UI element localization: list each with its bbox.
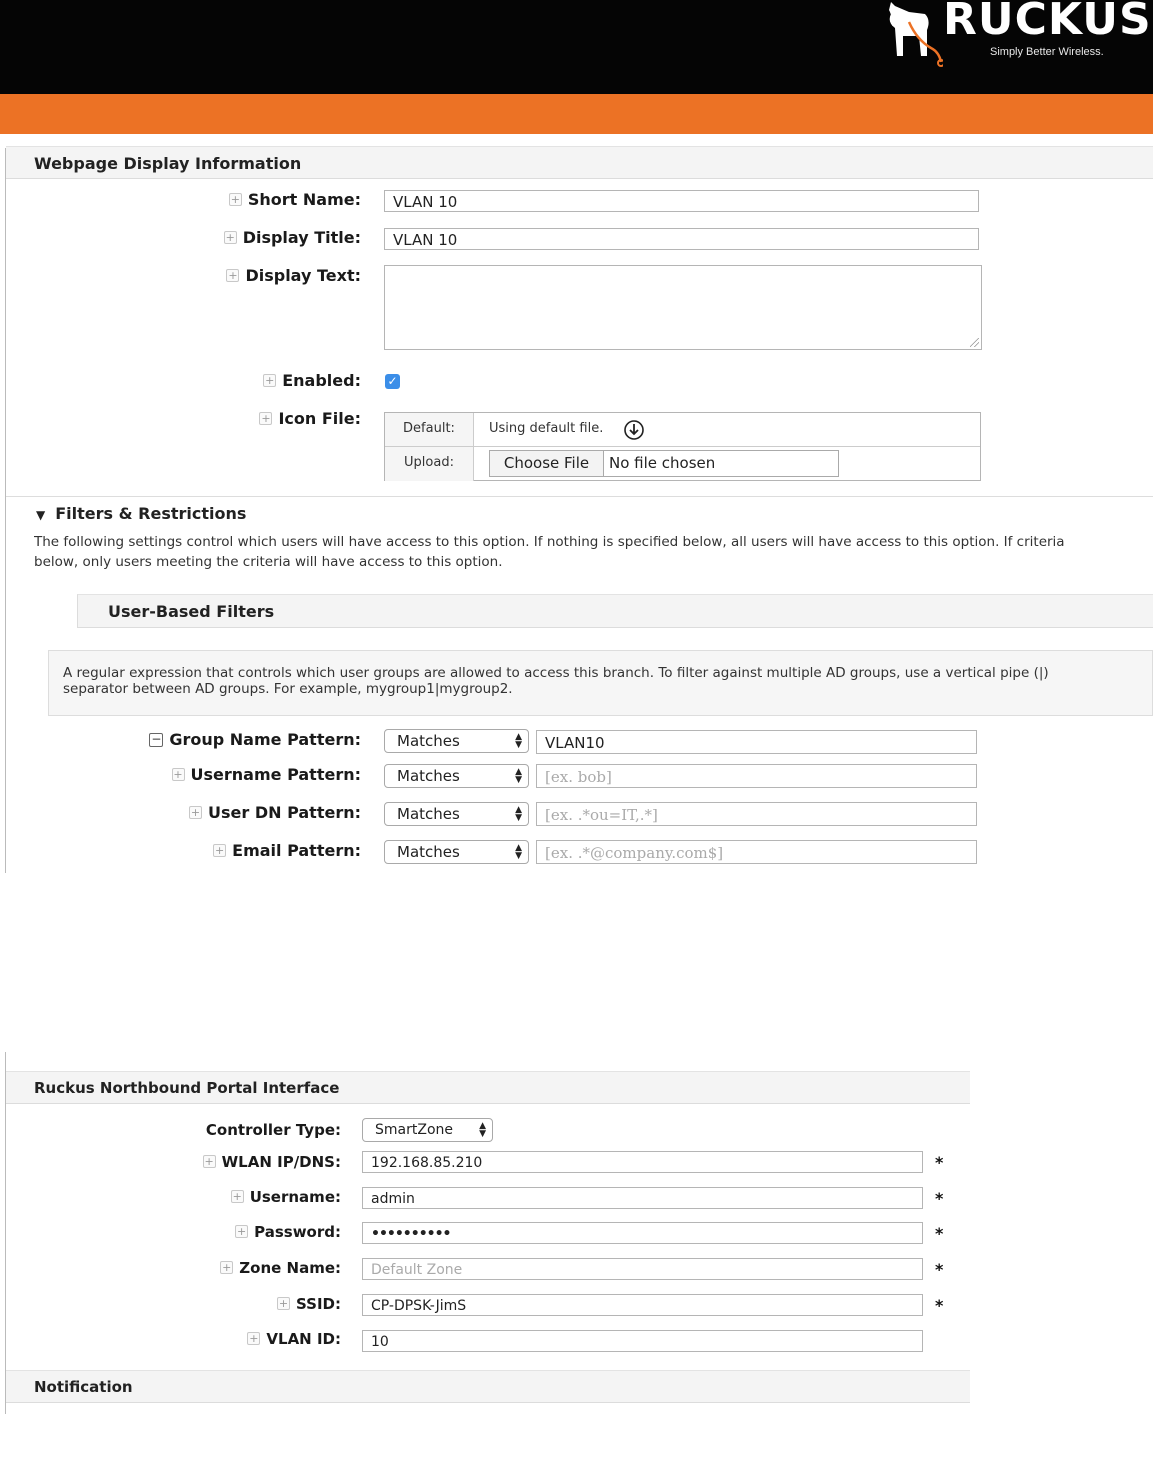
vlan-id-input[interactable]: 10 [362,1330,923,1352]
required-mark: * [935,1224,944,1243]
enabled-checkbox[interactable]: ✓ [385,374,400,389]
expand-icon[interactable]: + [230,193,240,206]
row-divider [385,446,980,447]
select-arrows-icon: ▲ ▼ [479,1121,486,1139]
vlan-id-label: + VLAN ID: [249,1330,341,1348]
left-border [5,1052,6,1414]
email-match-select[interactable]: Matches ▲ ▼ [384,840,529,864]
wlan-ip-input[interactable]: 192.168.85.210 [362,1151,923,1173]
email-pattern-label: + Email Pattern: [215,841,361,860]
required-mark: * [935,1260,944,1279]
expand-icon[interactable]: + [173,768,183,781]
download-icon[interactable] [623,419,645,441]
zone-name-label: + Zone Name: [222,1259,341,1277]
user-dn-label: + User DN Pattern: [190,803,361,822]
brand-name: RUCKUS [943,0,1152,45]
ruckus-logo [873,0,1152,70]
expand-icon[interactable]: + [215,844,225,857]
filters-description: The following settings control which users will have access to this option. If nothing is specified below, all users will have access to this option. If criteria below, only users meeting the criteria will have access to this option. [34,534,1065,570]
username-pattern-input[interactable]: [ex. bob] [536,764,977,788]
group-name-label: − Group Name Pattern: [151,730,361,749]
wlan-ip-label: + WLAN IP/DNS: [204,1153,341,1171]
display-text-textarea[interactable] [384,265,982,350]
display-title-input[interactable]: VLAN 10 [384,228,979,250]
select-arrows-icon: ▲ ▼ [515,732,522,750]
expand-icon[interactable]: + [232,1190,242,1203]
required-mark: * [935,1153,944,1172]
icon-file-table [384,412,981,481]
regex-help-text: A regular expression that controls which user groups are allowed to access this branch. To filter against multiple AD groups, use a vertical pipe (|) separator between AD groups. For example, mygroup1|mygroup2. [63,665,1049,697]
left-border [5,148,6,873]
default-row-label: Default: [385,413,474,447]
section-notification: Notification [6,1370,970,1403]
file-upload-field[interactable] [489,450,839,477]
expand-icon[interactable]: + [278,1297,289,1310]
expand-icon[interactable]: + [265,374,275,387]
short-name-input[interactable]: VLAN 10 [384,190,979,212]
username-input[interactable]: admin [362,1187,923,1209]
filters-toggle[interactable]: ▼ Filters & Restrictions [36,504,247,523]
upload-row-label: Upload: [385,447,474,481]
email-pattern-input[interactable]: [ex. .*@company.com$] [536,840,977,864]
required-mark: * [935,1189,944,1208]
file-status-text: No file chosen [609,454,716,472]
expand-icon[interactable]: + [261,412,271,425]
brand-tagline: Simply Better Wireless. [990,46,1104,58]
section-webpage-display [6,146,1153,179]
username-match-select[interactable]: Matches ▲ ▼ [384,764,529,788]
caret-down-icon: ▼ [36,508,46,522]
username-pattern-label: + Username Pattern: [173,765,361,784]
expand-icon[interactable]: + [237,1225,247,1238]
controller-type-label: Controller Type: [205,1121,341,1139]
collapse-icon[interactable]: − [151,732,162,746]
ssid-label: + SSID: [278,1295,341,1313]
user-based-filters-header: User-Based Filters [77,594,1153,628]
orange-banner [0,94,1153,134]
dog-logo-icon [881,0,943,68]
username-label: + Username: [232,1188,341,1206]
divider [6,496,1153,497]
regex-help-box [48,650,1153,716]
user-dn-match-select[interactable]: Matches ▲ ▼ [384,802,529,826]
select-arrows-icon: ▲ ▼ [515,767,522,785]
expand-icon[interactable]: + [228,269,238,282]
zone-name-input[interactable]: Default Zone [362,1258,923,1280]
section-title: Webpage Display Information [34,154,302,173]
section-northbound: Ruckus Northbound Portal Interface [6,1071,970,1104]
short-name-label: + Short Name: [230,190,361,209]
choose-file-button[interactable]: Choose File [490,451,604,476]
header-bar [0,0,1153,94]
enabled-label: + Enabled: [265,371,361,390]
expand-icon[interactable]: + [222,1261,232,1274]
group-name-input[interactable]: VLAN10 [536,730,977,754]
expand-icon[interactable]: + [204,1155,214,1168]
icon-file-label: + Icon File: [261,409,361,428]
display-title-label: + Display Title: [225,228,361,247]
expand-icon[interactable]: + [190,806,201,819]
ssid-input[interactable]: CP-DPSK-JimS [362,1294,923,1316]
expand-icon[interactable]: + [225,231,235,244]
default-file-text: Using default file. [489,421,604,436]
user-dn-input[interactable]: [ex. .*ou=IT,.*] [536,802,977,826]
password-label: + Password: [237,1223,341,1241]
display-text-label: + Display Text: [228,266,361,285]
resize-handle-icon[interactable] [970,338,979,347]
select-arrows-icon: ▲ ▼ [515,843,522,861]
group-name-match-select[interactable]: Matches ▲ ▼ [384,729,529,753]
expand-icon[interactable]: + [249,1332,259,1345]
required-mark: * [935,1296,944,1315]
password-input[interactable]: •••••••••• [362,1222,923,1244]
controller-type-select[interactable]: SmartZone ▲ ▼ [362,1118,493,1142]
select-arrows-icon: ▲ ▼ [515,805,522,823]
